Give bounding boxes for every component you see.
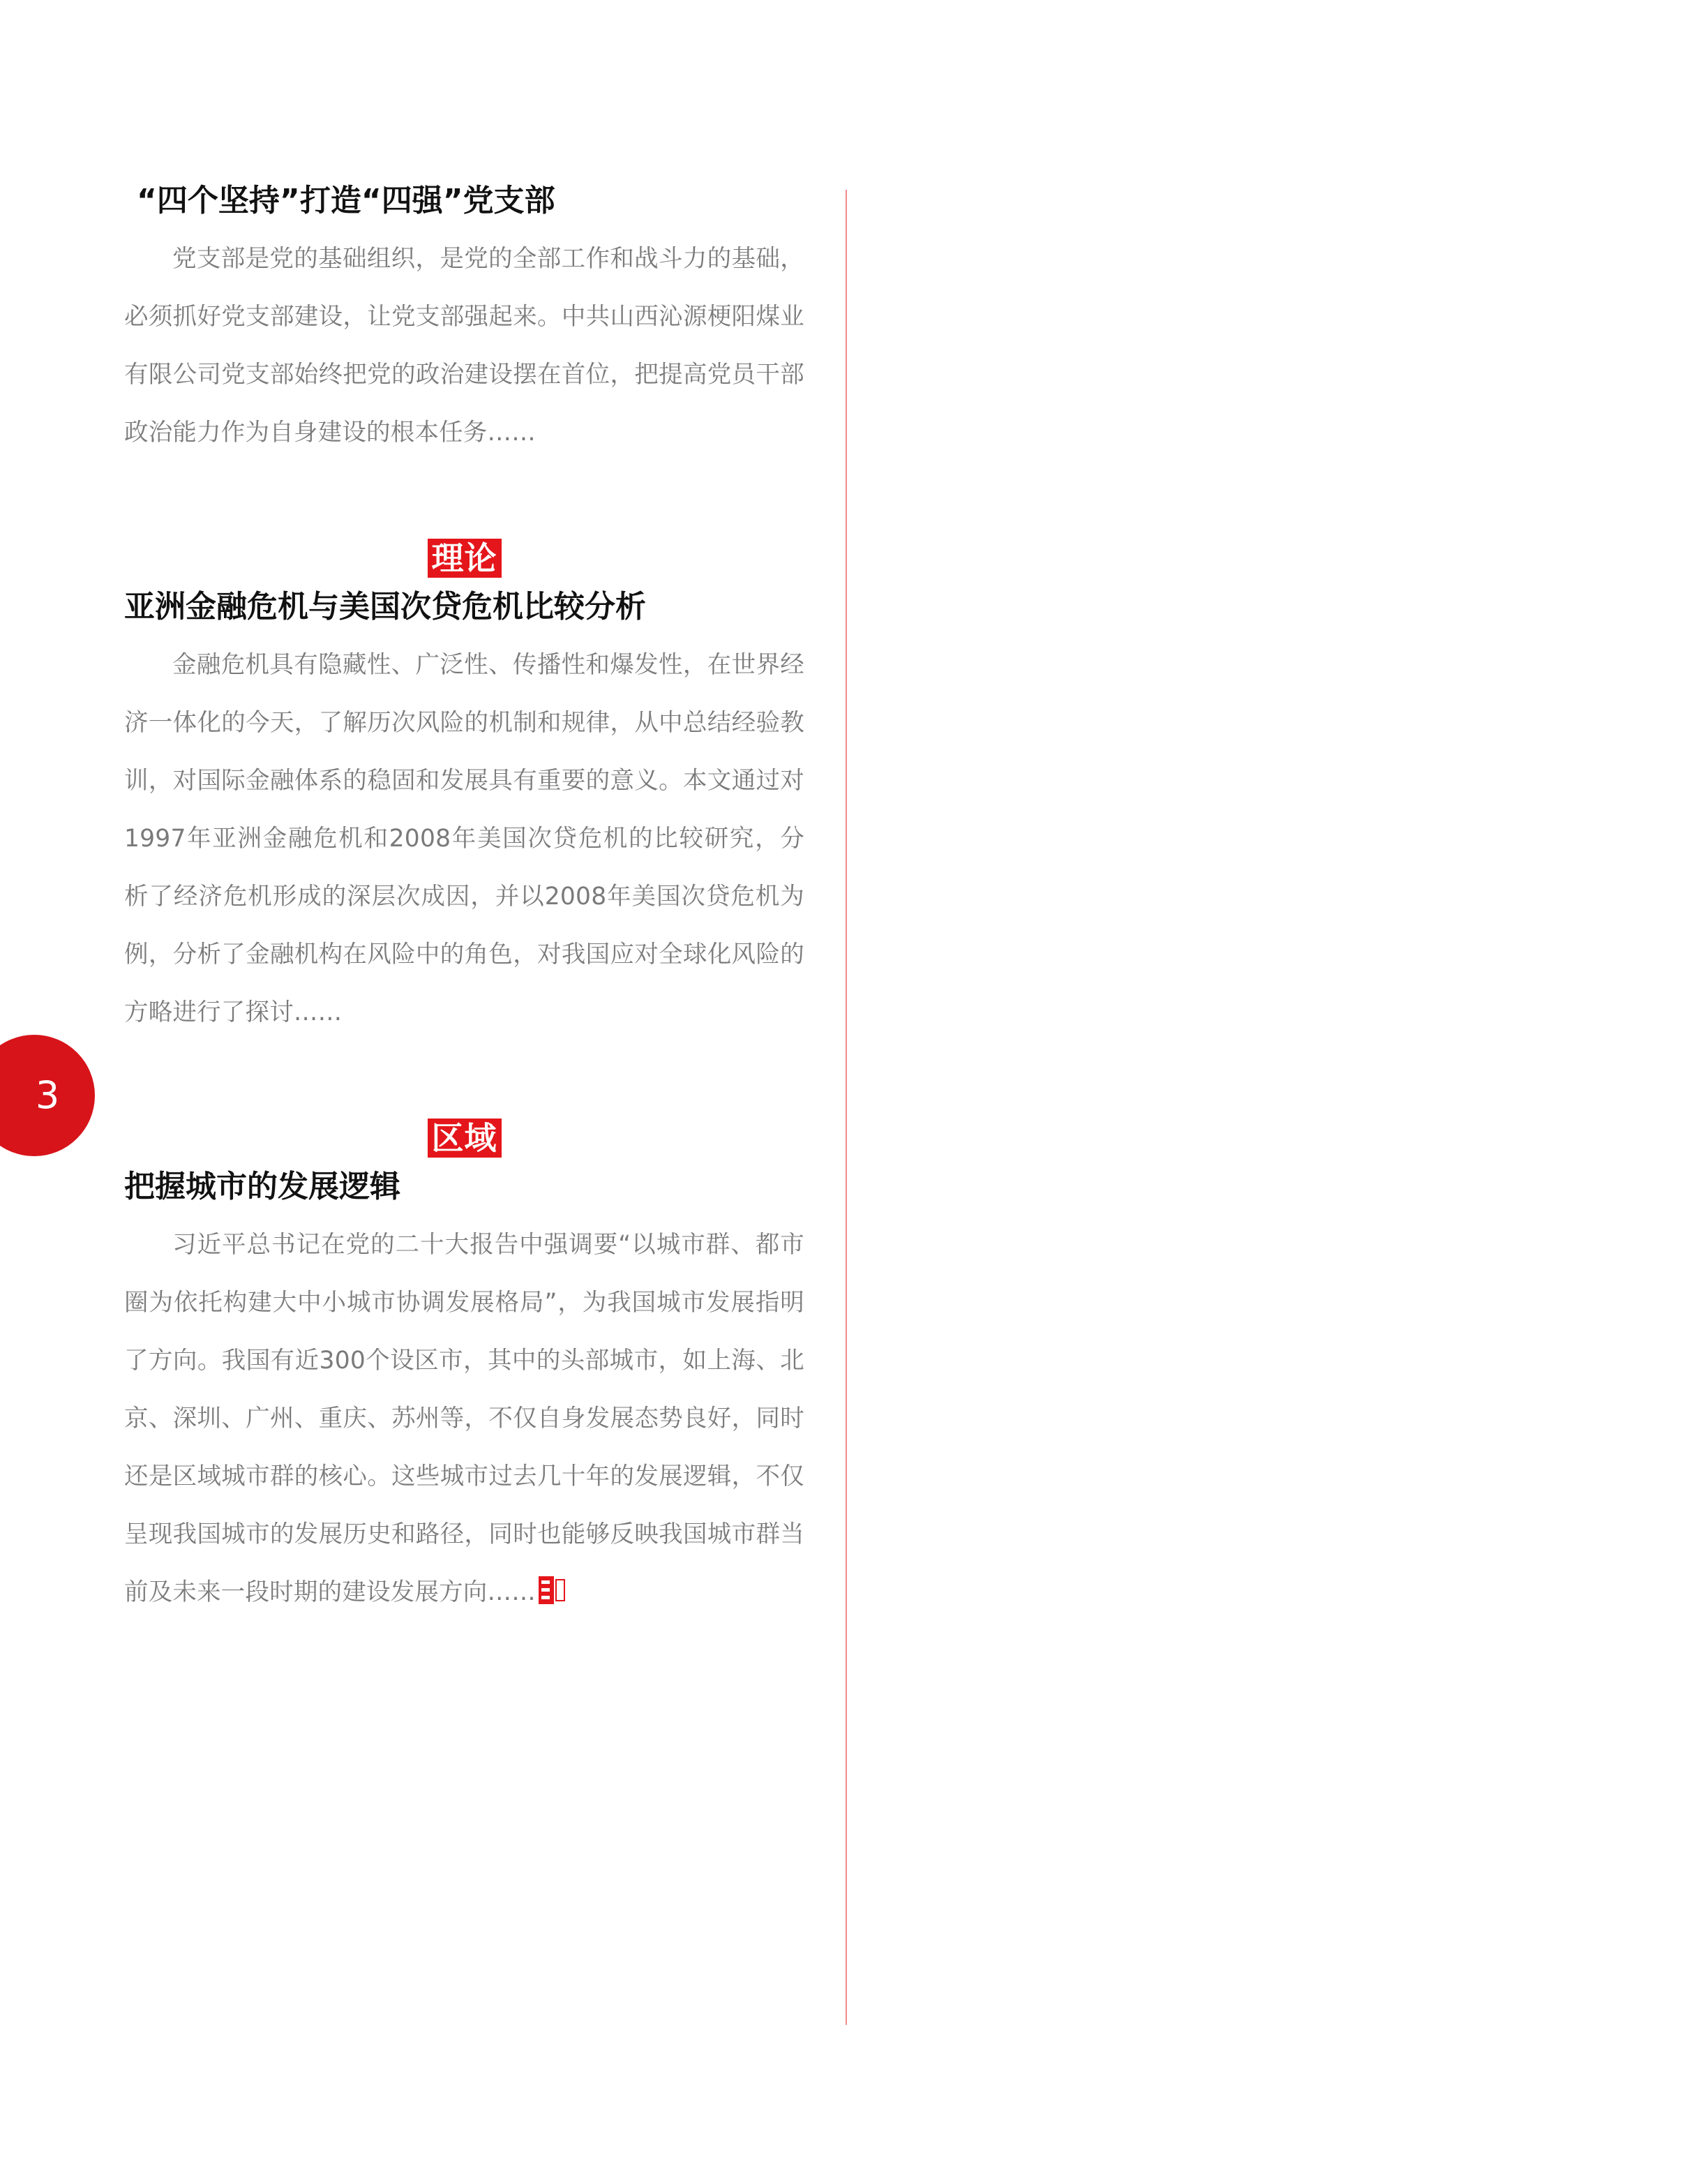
article-body: 习近平总书记在党的二十大报告中强调要“以城市群、都市圈为依托构建大中小城市协调发展格局”，为我国城市发展指明了方向。我国有近300个设区市，其中的头部城市，如上海、北京、深圳、广州、重庆、苏州等，不仅自身发展态势良好，同时还是区域城市群的核心。这些城市过去几十年的发展逻辑，不仅呈现我国城市的发展历史和路径，同时也能够反映我国城市群当前及未来一段时期的建设发展方向…… [124, 1231, 804, 1606]
article-title[interactable]: 把握城市的发展逻辑 [124, 1169, 400, 1204]
section-tag-theory: 理论 [428, 539, 502, 578]
article-financial-crisis [124, 539, 804, 1042]
article-body-wrapper [124, 1216, 804, 1622]
section-tag-container [124, 539, 804, 582]
article-body: 党支部是党的基础组织，是党的全部工作和战斗力的基础，必须抓好党支部建设，让党支部强起来。中共山西沁源梗阳煤业有限公司党支部始终把党的政治建设摆在首位，把提高党员干部政治能力作为自身建设的根本任务…… [124, 245, 804, 447]
page-number-badge: 3 [0, 1035, 95, 1156]
article-body: 金融危机具有隐藏性、广泛性、传播性和爆发性，在世界经济一体化的今天，了解历次风险的机制和规律，从中总结经验教训，对国际金融体系的稳固和发展具有重要的意义。本文通过对1997年亚洲金融危机和2008年美国次贷危机的比较研究，分析了经济危机形成的深层次成因，并以2008年美国次贷危机为例，分析了金融机构在风险中的角色，对我国应对全球化风险的方略进行了探讨…… [124, 651, 804, 1026]
article-title[interactable]: “四个坚持”打造“四强”党支部 [137, 183, 555, 218]
section-tag-container [124, 1119, 804, 1162]
article-title[interactable]: 亚洲金融危机与美国次贷危机比较分析 [124, 589, 646, 624]
article-party-branch [124, 180, 804, 462]
section-tag-region: 区域 [428, 1119, 502, 1158]
article-column [124, 180, 804, 1622]
end-mark-icon [539, 1576, 566, 1604]
column-divider [846, 190, 847, 2025]
article-city-development [124, 1119, 804, 1622]
